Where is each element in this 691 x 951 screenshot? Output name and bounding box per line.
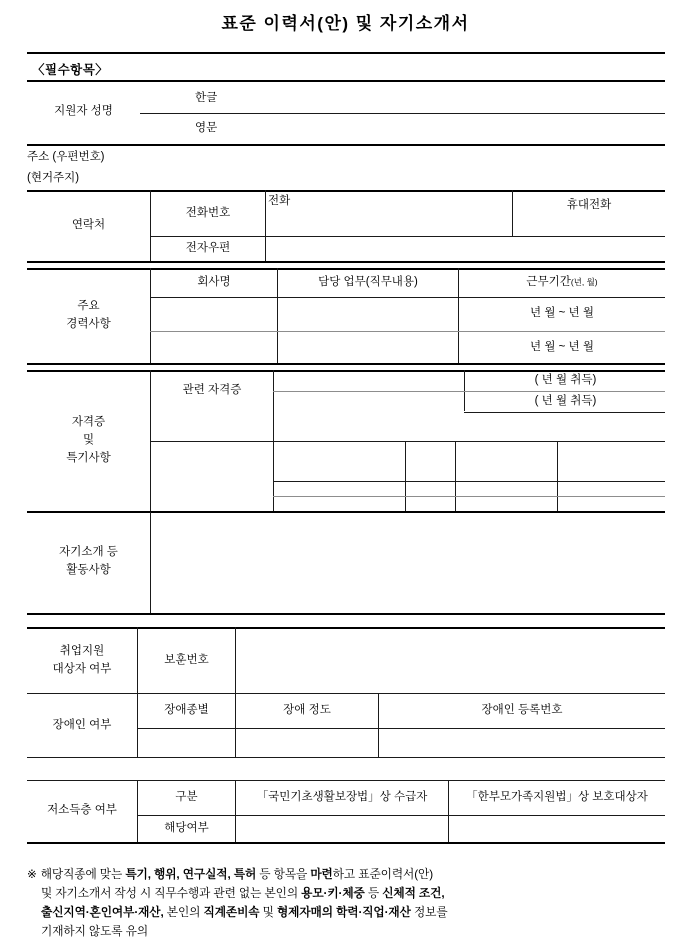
low-income-value-basic-living[interactable] <box>236 816 448 842</box>
footer-note-line-4 <box>27 923 677 942</box>
certificates-label-line2: 및 <box>82 434 95 447</box>
footer-note-l3-plain-c: 정보를 <box>410 905 448 919</box>
certificates-sub-divider-1 <box>273 441 274 511</box>
divider-under-name <box>27 144 665 146</box>
footer-note-l3-bold-c: 형제자매의 학력·직업·재산 <box>276 905 411 919</box>
disability-header-degree: 장애 정도 <box>283 704 331 717</box>
career-row-2-duties[interactable] <box>278 332 458 363</box>
contact-email-value[interactable] <box>268 237 663 261</box>
footer-note-l3-plain-b: 및 <box>259 905 277 919</box>
veteran-number-label: 보훈번호 <box>164 653 209 666</box>
career-header-company: 회사명 <box>197 276 231 289</box>
certificate-row-2-acquired[interactable]: ( 년 월 취득) <box>534 395 597 408</box>
certificates-sub-cell-r2c2[interactable] <box>407 482 454 496</box>
certificates-blank-left-1[interactable] <box>151 412 273 441</box>
page-title: 표준 이력서(안) 및 자기소개서 <box>221 14 470 33</box>
footer-note-l2-bold-b: 신체적 조건, <box>382 886 445 900</box>
divider-under-heading <box>27 80 665 82</box>
certificates-sub-divider-4 <box>557 441 558 511</box>
contact-email-label: 전자우편 <box>185 242 231 255</box>
divider-top <box>27 52 665 54</box>
certificates-sub-cell-r2c1[interactable] <box>276 482 404 496</box>
footer-note-l1-plain-a: 해당직종에 맞는 <box>40 868 126 881</box>
low-income-header-single-parent: 「한부모가족지원법」상 보호대상자 <box>466 791 648 804</box>
disability-value-degree[interactable] <box>236 729 378 757</box>
disability-value-type[interactable] <box>138 729 235 757</box>
contact-label: 연락처 <box>71 219 106 232</box>
self-intro-value[interactable] <box>156 516 661 609</box>
divider-under-career <box>27 363 665 365</box>
career-header-period <box>459 270 665 296</box>
self-intro-divider <box>150 512 151 613</box>
name-korean-value[interactable] <box>300 86 660 111</box>
footer-note-mark: ※ <box>27 868 37 881</box>
disability-header-registration: 장애인 등록번호 <box>481 704 563 717</box>
disability-label: 장애인 여부 <box>52 718 112 731</box>
footer-note-l3-bold-b: 직계존비속 <box>203 905 260 919</box>
contact-mobile-value[interactable] <box>513 214 665 236</box>
disability-header-type: 장애종별 <box>164 704 209 717</box>
divider-under-low-income <box>27 842 665 844</box>
certificate-row-1-acquired[interactable]: ( 년 월 취득) <box>534 374 597 387</box>
self-intro-label-line2: 활동사항 <box>66 564 111 576</box>
career-row-1-company[interactable] <box>151 298 277 330</box>
certificates-col-divider-2 <box>273 370 274 441</box>
contact-col-divider-2 <box>265 190 266 261</box>
footer-note-l2-bold-a: 용모·키·체중 <box>301 886 365 900</box>
certificates-related-label: 관련 자격증 <box>182 384 242 397</box>
contact-phone-value[interactable] <box>268 212 508 234</box>
address-label-line2: (현거주지) <box>27 171 80 184</box>
low-income-applicable-label: 해당여부 <box>164 822 209 835</box>
career-header-period-main: 근무기간 <box>526 276 571 289</box>
certificates-sub-cell-r1c3[interactable] <box>457 442 556 481</box>
certificates-blank-wide-1[interactable] <box>276 412 665 441</box>
career-header-period-sub: (년, 월) <box>570 277 598 288</box>
veteran-number-value[interactable] <box>240 628 664 693</box>
contact-phone-sub-label: 전화 <box>268 195 291 207</box>
contact-phone-label: 전화번호 <box>185 206 231 219</box>
divider-under-contact <box>27 261 665 263</box>
certificates-sub-cell-r2c3[interactable] <box>457 482 556 496</box>
footer-note-l1-plain-b: 등 항목을 <box>256 868 311 881</box>
career-row-1-period[interactable]: 년 월 ~ 년 월 <box>530 307 594 320</box>
certificates-label <box>27 371 150 511</box>
address-label-line1: 주소 (우편번호) <box>27 150 105 163</box>
certificates-sub-cell-r3c3[interactable] <box>457 497 556 511</box>
certificates-sub-cell-r1c1[interactable] <box>276 442 404 481</box>
certificates-sub-cell-r1c4[interactable] <box>559 442 665 481</box>
section-heading-required: 〈필수항목〉 <box>32 63 109 77</box>
certificates-sub-cell-r2c4[interactable] <box>559 482 665 496</box>
certificate-row-1-name[interactable] <box>276 371 462 391</box>
certificates-sub-cell-r3c1[interactable] <box>276 497 404 511</box>
self-intro-label <box>27 512 150 612</box>
low-income-label: 저소득층 여부 <box>47 804 117 817</box>
career-label-line2: 경력사항 <box>66 318 111 330</box>
footer-note-l3-plain-a: 본인의 <box>163 905 204 919</box>
footer-note-line-1 <box>27 866 677 885</box>
address-value[interactable] <box>280 147 665 189</box>
divider-under-self-intro <box>27 613 665 615</box>
footer-note-l3-bold-a: 출신지역·혼인여부·재산, <box>41 905 164 919</box>
name-english-label: 영문 <box>195 121 218 134</box>
career-header-duties: 담당 업무(직무내용) <box>318 276 418 289</box>
certificates-blank-left-2[interactable] <box>151 442 273 511</box>
divider-above-low-income <box>27 780 665 781</box>
footer-note-line-2 <box>27 885 677 904</box>
employment-support-divider-2 <box>235 627 236 693</box>
certificates-sub-cell-r3c4[interactable] <box>559 497 665 511</box>
employment-support-label-line2: 대상자 여부 <box>52 662 112 675</box>
self-intro-label-line1: 자기소개 등 <box>59 546 118 559</box>
employment-support-label <box>27 628 137 693</box>
career-row-2-company[interactable] <box>151 332 277 363</box>
footer-note <box>27 866 677 942</box>
footer-note-l2-plain-b: 등 <box>364 886 383 900</box>
certificates-sub-divider-2 <box>405 441 406 511</box>
low-income-header-basic-living: 「국민기초생활보장법」상 수급자 <box>256 791 428 804</box>
footer-note-l4-plain-a: 기재하지 않도록 유의 <box>41 924 149 938</box>
disability-value-registration[interactable] <box>379 729 665 757</box>
low-income-value-single-parent[interactable] <box>449 816 665 842</box>
career-label-line1: 주요 <box>77 300 100 313</box>
certificates-label-line1: 자격증 <box>71 416 106 429</box>
employment-support-label-line1: 취업지원 <box>59 644 105 657</box>
footer-note-l1-plain-c: 하고 표준이력서(안) <box>332 868 433 881</box>
name-korean-label: 한글 <box>195 91 218 104</box>
footer-note-l2-plain-a: 및 자기소개서 작성 시 직무수행과 관련 없는 본인의 <box>41 886 302 900</box>
career-row-2-period[interactable]: 년 월 ~ 년 월 <box>530 340 594 353</box>
name-english-value[interactable] <box>300 116 660 141</box>
certificate-row-2-name[interactable] <box>276 392 462 412</box>
career-row-1-duties[interactable] <box>278 298 458 330</box>
footer-note-l1-bold-b: 마련 <box>310 868 333 881</box>
certificates-sub-divider-3 <box>455 441 456 511</box>
divider-under-disability <box>27 757 665 758</box>
contact-mobile-label: 휴대전화 <box>566 199 612 212</box>
footer-note-l1-bold-a: 특기, 행위, 연구실적, 특허 <box>125 868 257 881</box>
career-label <box>27 269 150 363</box>
certificates-label-line3: 특기사항 <box>66 451 111 464</box>
certificates-sub-cell-r3c2[interactable] <box>407 497 454 511</box>
applicant-name-label: 지원자 성명 <box>54 104 113 117</box>
certificates-sub-cell-r1c2[interactable] <box>407 442 454 481</box>
footer-note-line-3 <box>27 904 677 923</box>
divider-name-rows <box>140 113 665 114</box>
low-income-header-category: 구분 <box>175 791 198 804</box>
